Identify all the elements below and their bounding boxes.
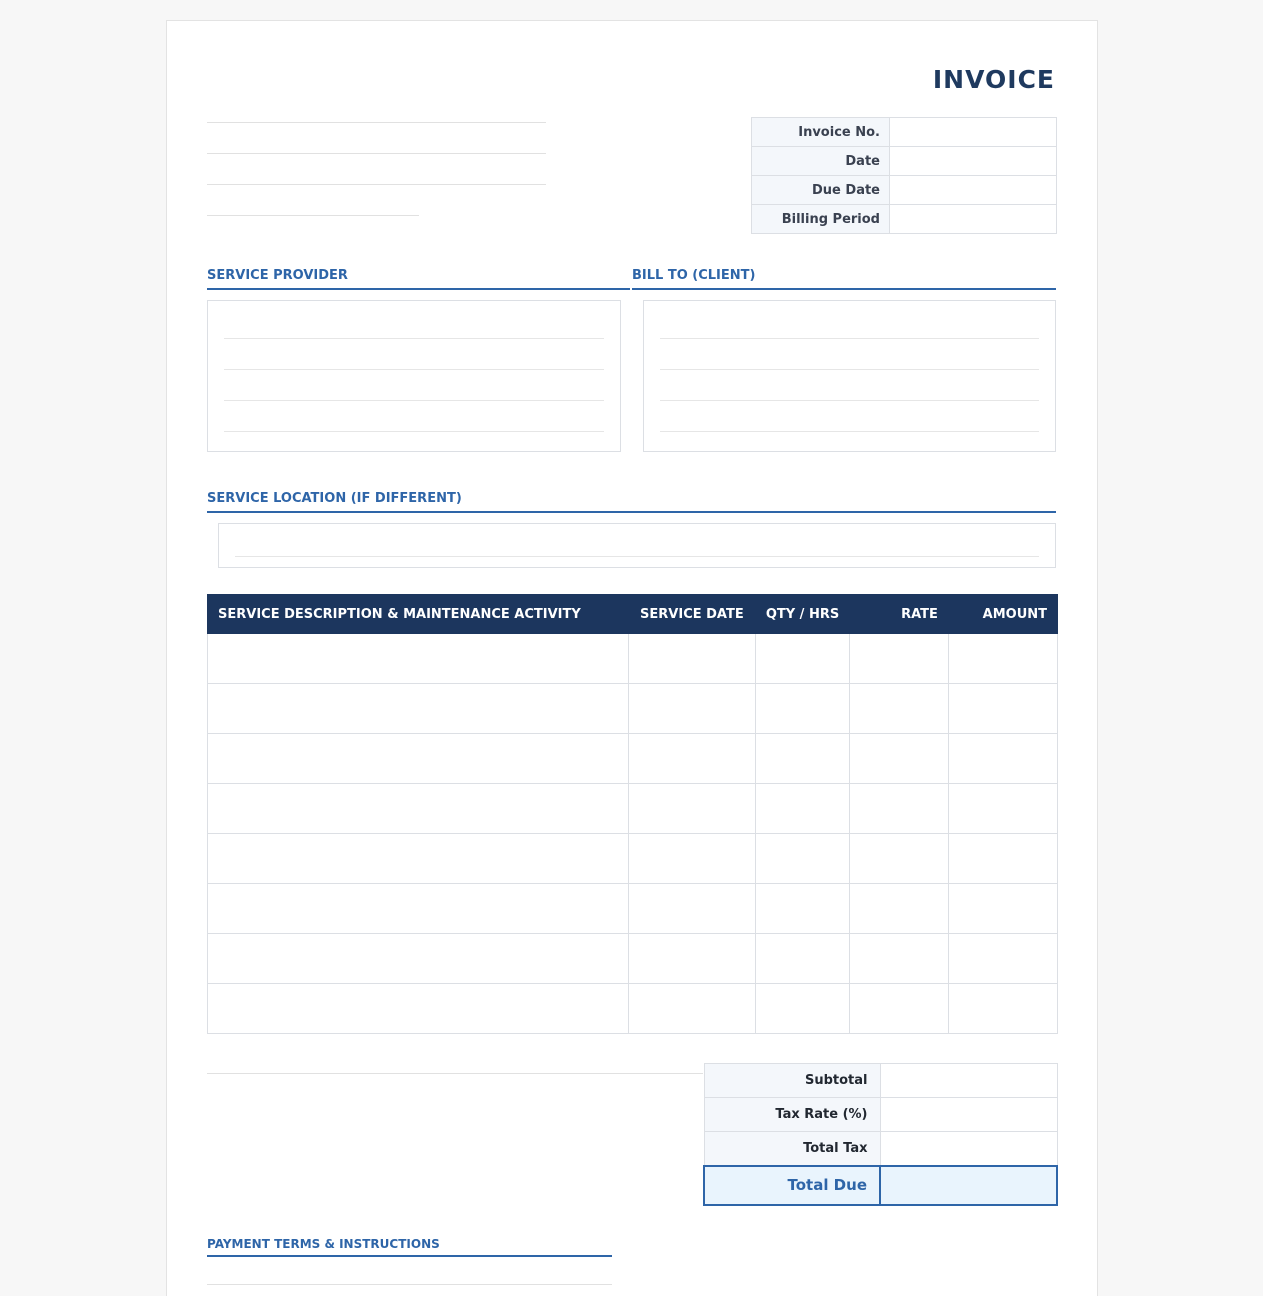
description-cell[interactable] xyxy=(208,684,629,734)
qty-hrs-header: QTY / HRS xyxy=(755,595,849,634)
service-date-cell[interactable] xyxy=(628,784,755,834)
company-address-line[interactable] xyxy=(207,215,419,216)
payment-terms-heading: PAYMENT TERMS & INSTRUCTIONS xyxy=(207,1237,612,1257)
amount-cell[interactable] xyxy=(948,934,1057,984)
client-line xyxy=(660,338,1039,339)
service-provider-heading: SERVICE PROVIDER xyxy=(207,268,630,290)
service-date-cell[interactable] xyxy=(628,984,755,1034)
notes-line[interactable] xyxy=(207,1073,703,1074)
invoice-meta-table xyxy=(751,117,1057,234)
amount-cell[interactable] xyxy=(948,984,1057,1034)
qty-hrs-cell[interactable] xyxy=(755,984,849,1034)
description-header: SERVICE DESCRIPTION & MAINTENANCE ACTIVITY xyxy=(208,595,629,634)
provider-line xyxy=(224,338,604,339)
amount-cell[interactable] xyxy=(948,834,1057,884)
rate-cell[interactable] xyxy=(850,834,949,884)
description-cell[interactable] xyxy=(208,884,629,934)
meta-row-date xyxy=(752,147,1057,176)
table-row xyxy=(208,934,1058,984)
subtotal-label: Subtotal xyxy=(704,1064,880,1098)
invoice-no-field[interactable] xyxy=(890,118,1057,147)
qty-hrs-cell[interactable] xyxy=(755,784,849,834)
total-tax-row xyxy=(704,1132,1057,1166)
provider-line xyxy=(224,431,604,432)
amount-cell[interactable] xyxy=(948,884,1057,934)
total-due-field[interactable] xyxy=(880,1166,1057,1205)
bill-to-box[interactable] xyxy=(643,300,1056,452)
service-date-cell[interactable] xyxy=(628,884,755,934)
provider-line xyxy=(224,369,604,370)
provider-line xyxy=(224,400,604,401)
meta-row-billing-period xyxy=(752,205,1057,234)
amount-cell[interactable] xyxy=(948,634,1057,684)
amount-cell[interactable] xyxy=(948,734,1057,784)
description-cell[interactable] xyxy=(208,984,629,1034)
rate-cell[interactable] xyxy=(850,734,949,784)
rate-cell[interactable] xyxy=(850,684,949,734)
client-line xyxy=(660,431,1039,432)
table-row xyxy=(208,884,1058,934)
totals-table xyxy=(703,1063,1058,1206)
table-row xyxy=(208,684,1058,734)
amount-cell[interactable] xyxy=(948,684,1057,734)
qty-hrs-cell[interactable] xyxy=(755,734,849,784)
table-row xyxy=(208,834,1058,884)
meta-row-due-date xyxy=(752,176,1057,205)
service-provider-box[interactable] xyxy=(207,300,621,452)
billing-period-field[interactable] xyxy=(890,205,1057,234)
company-address-line[interactable] xyxy=(207,184,546,185)
table-row xyxy=(208,984,1058,1034)
description-cell[interactable] xyxy=(208,734,629,784)
rate-cell[interactable] xyxy=(850,934,949,984)
description-cell[interactable] xyxy=(208,834,629,884)
service-date-header: SERVICE DATE xyxy=(628,595,755,634)
date-field[interactable] xyxy=(890,147,1057,176)
table-row xyxy=(208,634,1058,684)
qty-hrs-cell[interactable] xyxy=(755,884,849,934)
rate-cell[interactable] xyxy=(850,984,949,1034)
total-due-row xyxy=(704,1166,1057,1205)
line-items-table xyxy=(207,594,1058,1034)
client-line xyxy=(660,369,1039,370)
bill-to-heading: BILL TO (CLIENT) xyxy=(632,268,1056,290)
due-date-label: Due Date xyxy=(752,176,890,205)
invoice-title: INVOICE xyxy=(932,65,1055,94)
location-line xyxy=(235,556,1039,557)
amount-header: AMOUNT xyxy=(948,595,1057,634)
date-label: Date xyxy=(752,147,890,176)
invoice-page xyxy=(166,20,1098,1296)
subtotal-field[interactable] xyxy=(880,1064,1057,1098)
rate-header: RATE xyxy=(850,595,949,634)
invoice-no-label: Invoice No. xyxy=(752,118,890,147)
total-tax-field[interactable] xyxy=(880,1132,1057,1166)
meta-row-invoice-no xyxy=(752,118,1057,147)
qty-hrs-cell[interactable] xyxy=(755,834,849,884)
service-date-cell[interactable] xyxy=(628,634,755,684)
rate-cell[interactable] xyxy=(850,884,949,934)
tax-rate-label: Tax Rate (%) xyxy=(704,1098,880,1132)
company-address-line[interactable] xyxy=(207,122,546,123)
service-date-cell[interactable] xyxy=(628,934,755,984)
service-date-cell[interactable] xyxy=(628,834,755,884)
tax-rate-field[interactable] xyxy=(880,1098,1057,1132)
total-due-label: Total Due xyxy=(704,1166,880,1205)
tax-rate-row xyxy=(704,1098,1057,1132)
table-row xyxy=(208,734,1058,784)
description-cell[interactable] xyxy=(208,784,629,834)
line-items-header-row xyxy=(208,595,1058,634)
qty-hrs-cell[interactable] xyxy=(755,934,849,984)
billing-period-label: Billing Period xyxy=(752,205,890,234)
description-cell[interactable] xyxy=(208,934,629,984)
service-location-box[interactable] xyxy=(218,523,1056,568)
amount-cell[interactable] xyxy=(948,784,1057,834)
company-address-line[interactable] xyxy=(207,153,546,154)
table-row xyxy=(208,784,1058,834)
rate-cell[interactable] xyxy=(850,634,949,684)
service-date-cell[interactable] xyxy=(628,734,755,784)
client-line xyxy=(660,400,1039,401)
service-date-cell[interactable] xyxy=(628,684,755,734)
service-location-heading: SERVICE LOCATION (IF DIFFERENT) xyxy=(207,491,1056,513)
qty-hrs-cell[interactable] xyxy=(755,684,849,734)
rate-cell[interactable] xyxy=(850,784,949,834)
total-tax-label: Total Tax xyxy=(704,1132,880,1166)
subtotal-row xyxy=(704,1064,1057,1098)
qty-hrs-cell[interactable] xyxy=(755,634,849,684)
due-date-field[interactable] xyxy=(890,176,1057,205)
description-cell[interactable] xyxy=(208,634,629,684)
payment-terms-line[interactable] xyxy=(207,1284,612,1285)
